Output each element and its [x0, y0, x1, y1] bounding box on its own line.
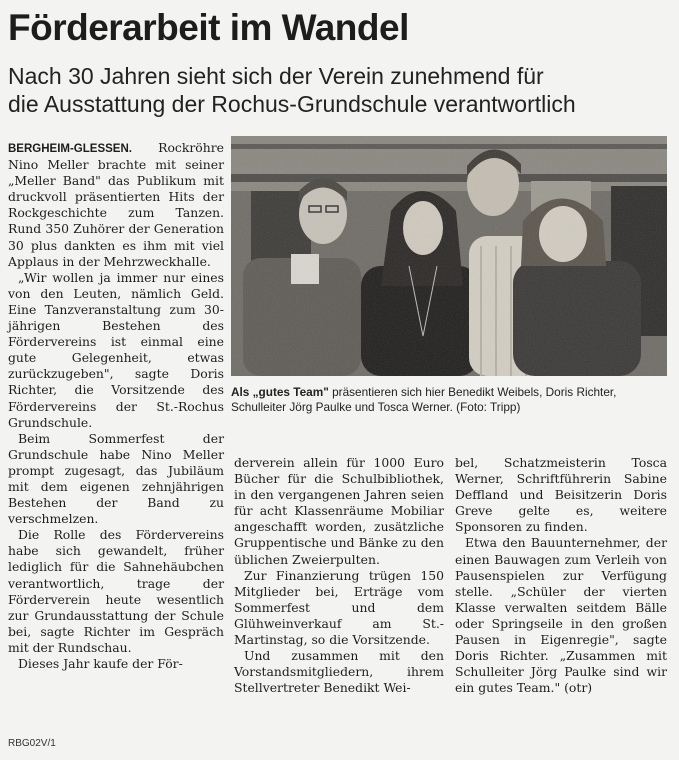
article-column-1: [8, 140, 224, 672]
subheadline: [8, 62, 673, 118]
photo-caption: [231, 385, 667, 415]
article-column-3: [455, 455, 667, 696]
dateline: BERGHEIM-GLESSEN.: [8, 143, 132, 155]
group-photo-image: [231, 136, 667, 376]
caption-lead: Als „gutes Team": [231, 385, 329, 399]
footer-code: RBG02V/1: [8, 738, 56, 749]
caption-text: präsentieren sich hier Benedikt Weibels, Doris Richter, Schulleiter Jörg Paulke und Tosca Werner. (Foto: Tripp): [231, 385, 617, 415]
paragraph-text: Rockröhre Nino Meller brachte mit seiner „Meller Band" das Publikum mit druckvoll präsentierten Hits der Rockgeschichte zum Tanzen. Rund 350 Zuhörer der Generation 30 plus dankten es ihm mit viel Applaus in der Mehrzweckhalle.: [8, 140, 224, 269]
paragraph: Beim Sommerfest der Grundschule habe Nino Meller prompt zugesagt, das Jubiläum mit dem eigenen zehnjährigen Bestehen der Band zu verschmelzen.: [8, 430, 224, 527]
paragraph: Etwa den Bauunternehmer, der einen Bauwagen zum Verleih von Pausenspielen zur Verfügung stelle. „Schüler der vierten Klasse verwalten seitdem Bälle oder Springseile in den großen Pausen in Eigenregie", sagte Doris Richter. „Zusammen mit Schulleiter Jörg Paulke sind wir ein gutes Team." (otr): [455, 535, 667, 696]
paragraph: bel, Schatzmeisterin Tosca Werner, Schriftführerin Sabine Deffland und Beisitzerin Doris Greve gelte es, weitere Sponsoren zu finden.: [455, 455, 667, 535]
paragraph: Die Rolle des Fördervereins habe sich gewandelt, früher lediglich für die Sahnehäubchen verantwortlich, trage der Förderverein heute wesentlich zur Grundausstattung der Schule bei, sagte Richter im Gespräch mit der Rundschau.: [8, 527, 224, 655]
paragraph: [8, 140, 224, 270]
headline: Förderarbeit im Wandel: [8, 7, 409, 48]
paragraph: Zur Finanzierung trügen 150 Mitglieder bei, Erträge vom Sommerfest und dem Glühweinverkauf am St.-Martinstag, so die Vorsitzende.: [234, 567, 444, 648]
paragraph: Dieses Jahr kaufe der För-: [18, 656, 183, 671]
paragraph: derverein allein für 1000 Euro Bücher für die Schulbibliothek, in den vergangenen Jahren seien für acht Klassenräume Mobiliar angeschafft worden, zusätzliche Gruppentische und Bänke zu den üblichen Zweierpulten.: [234, 455, 444, 567]
article-photo: [231, 136, 667, 376]
paragraph: „Wir wollen ja immer nur eines von den Leuten, nämlich Geld. Eine Tanzveranstaltung zum 30-jährigen Bestehen des Fördervereins ist einmal eine gute Gelegenheit, etwas zurückzugeben", sagte Doris Richter, die Vorsitzende des Fördervereins der St.-Rochus Grundschule.: [8, 269, 224, 430]
paragraph: Und zusammen mit den Vorstandsmitgliedern, ihrem Stellvertreter Benedikt Wei-: [234, 648, 444, 696]
subheadline-line-2: die Ausstattung der Rochus-Grundschule verantwortlich: [8, 91, 576, 117]
subheadline-line-1: Nach 30 Jahren sieht sich der Verein zunehmend für: [8, 63, 544, 89]
article-column-2: [234, 455, 444, 696]
